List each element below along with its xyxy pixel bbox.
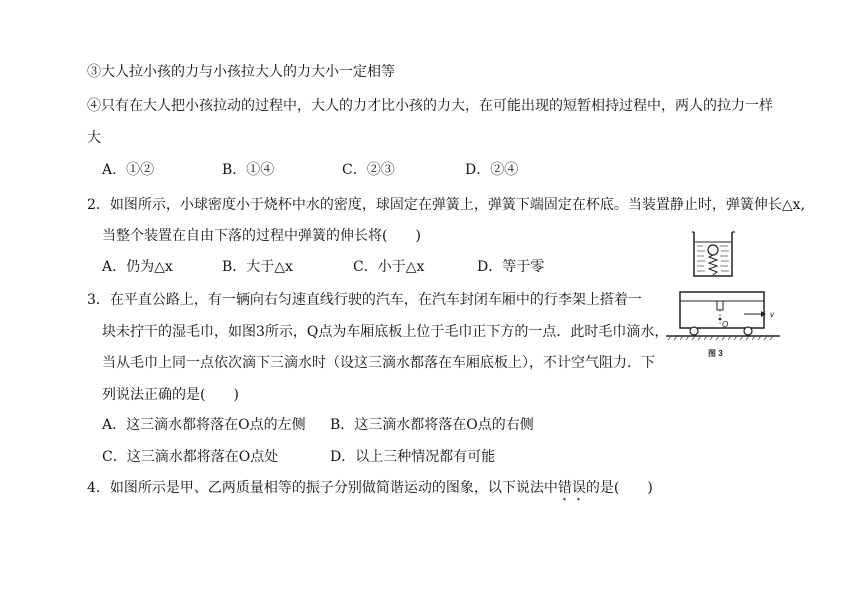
q3-stem-line1: 3．在平直公路上，有一辆向右匀速直线行驶的汽车，在汽车封闭车厢中的行李架上搭着一 (87, 292, 642, 308)
car-compartment-figure (662, 286, 782, 364)
q4-stem-text: 4．如图所示是甲、乙两质量相等的振子分别做简谐运动的图象，以下说法中 (87, 480, 558, 496)
q3-option-a: A．这三滴水都将落在O点的左侧 (102, 417, 306, 433)
q2-stem-line2: 当整个装置在自由下落的过程中弹簧的伸长将( ) (102, 228, 421, 244)
q1-option-a: A．①② (102, 162, 155, 178)
q3-option-c: C．这三滴水都将落在O点处 (102, 449, 279, 465)
statement-3: ③大人拉小孩的力与小孩拉大人的力大小一定相等 (87, 64, 395, 80)
q2-option-c: C．小于△x (353, 259, 425, 275)
q4-emphasis-word: 错误 (557, 480, 586, 496)
q4-stem-end: 的是( ) (585, 480, 653, 496)
statement-4-line2: 大 (87, 130, 101, 146)
q3-stem-line2: 块未拧干的湿毛巾，如图3所示，Q点为车厢底板上位于毛巾正下方的一点．此时毛巾滴水， (102, 324, 669, 340)
q3-option-b: B．这三滴水都将落在O点的右侧 (330, 417, 534, 433)
q2-stem-line1: 2．如图所示，小球密度小于烧杯中水的密度，球固定在弹簧上，弹簧下端固定在杯底。当装置静止时，弹簧伸长△x, (87, 197, 806, 213)
q3-stem-line4: 列说法正确的是( ) (102, 387, 239, 403)
q3-option-d: D．以上三种情况都有可能 (330, 449, 496, 465)
q2-option-a: A．仍为△x (102, 259, 173, 275)
figure-3-caption: 图 3 (708, 349, 723, 358)
q1-option-d: D．②④ (465, 162, 519, 178)
q1-option-b: B．①④ (222, 162, 275, 178)
q2-option-d: D．等于零 (477, 259, 545, 275)
velocity-label: v (770, 310, 774, 319)
q2-option-b: B．大于△x (222, 259, 293, 275)
q4-stem (87, 478, 653, 504)
point-o-label: O (722, 320, 729, 329)
q3-stem-line3: 当从毛巾上同一点依次滴下三滴水时（设这三滴水都落在车厢底板上），不计空气阻力．下 (102, 355, 655, 371)
q1-option-c: C．②③ (342, 162, 395, 178)
beaker-spring-figure (690, 228, 738, 280)
statement-4-line1: ④只有在大人把小孩拉动的过程中，大人的力才比小孩的力大，在可能出现的短暂相持过程中，两人的拉力一样 (87, 98, 773, 114)
